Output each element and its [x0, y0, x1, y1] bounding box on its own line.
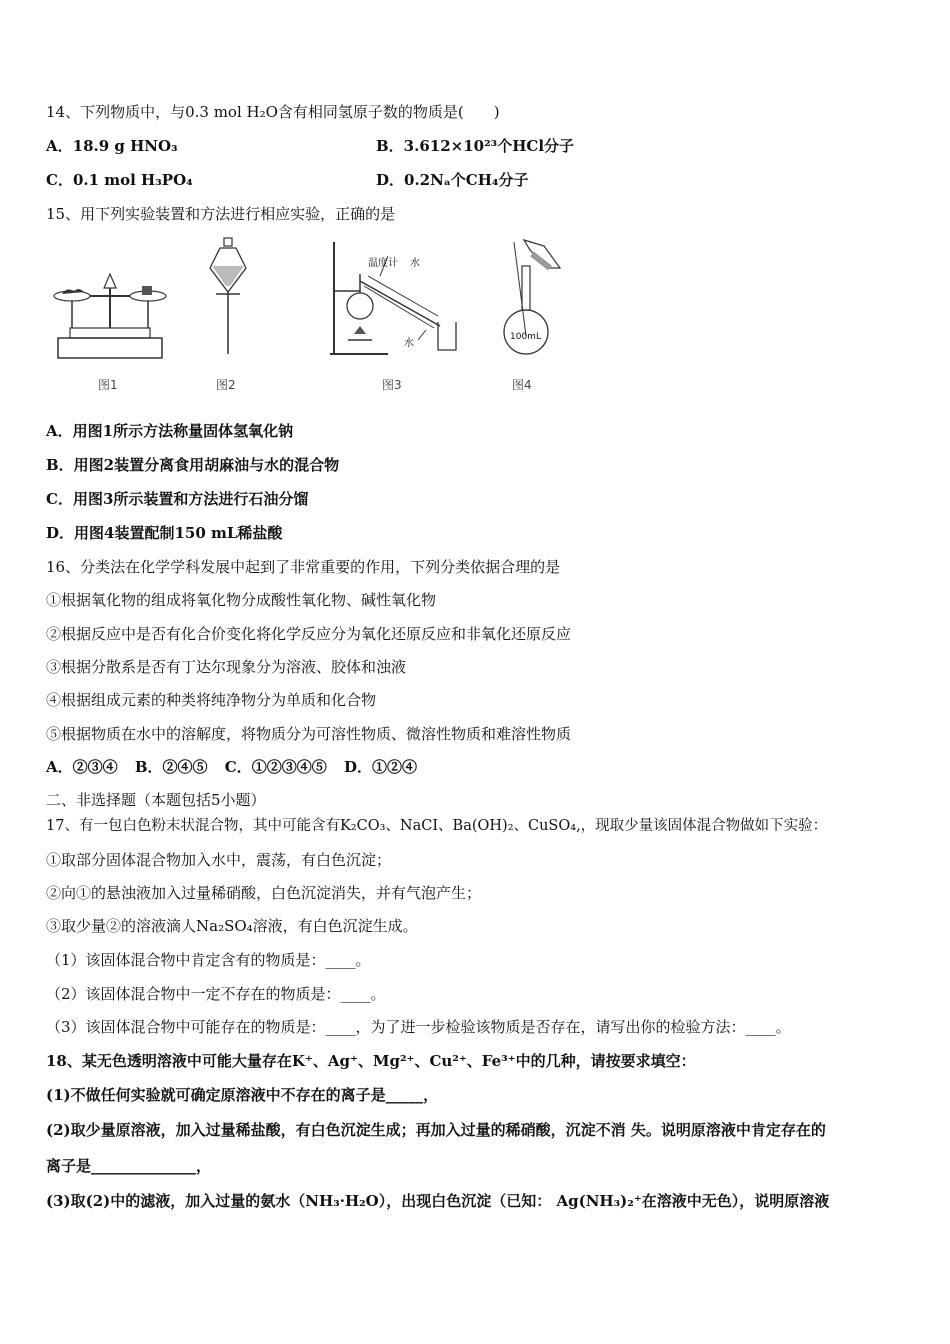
q14-option-b: B．3.612×10²³个HCl分子: [376, 137, 575, 155]
q17-step-1: ①取部分固体混合物加入水中，震荡，有白色沉淀；: [46, 851, 392, 869]
volumetric-flask-icon: [496, 236, 566, 361]
q16-item-5: ⑤根据物质在水中的溶解度，将物质分为可溶性物质、微溶性物质和难溶性物质: [46, 725, 572, 743]
water-out-label: 水: [404, 338, 414, 349]
q16-item-1: ①根据氧化物的组成将氧化物分成酸性氧化物、碱性氧化物: [46, 591, 437, 609]
flask-volume-label: 100mL: [510, 332, 541, 342]
distillation-apparatus-icon: [328, 236, 468, 361]
water-in-label: 水: [410, 258, 420, 269]
q16-item-3: ③根据分散系是否有丁达尔现象分为溶液、胶体和浊液: [46, 658, 407, 676]
q15-option-d: D．用图4装置配制150 mL稀盐酸: [46, 524, 283, 542]
q16-option-c: C．①②③④⑤: [224, 758, 327, 776]
figure-4-caption: 图4: [512, 378, 532, 392]
q18-stem: 18、某无色透明溶液中可能大量存在K⁺、Ag⁺、Mg²⁺、Cu²⁺、Fe³⁺中的几种，请按要求填空：: [46, 1052, 696, 1070]
q17-step-2: ②向①的悬浊液加入过量稀硝酸，白色沉淀消失，并有气泡产生；: [46, 884, 482, 902]
separatory-funnel-icon: [206, 236, 250, 361]
q16-stem: 16、分类法在化学学科发展中起到了非常重要的作用，下列分类依据合理的是: [46, 558, 561, 576]
q18-part-1: (1)不做任何实验就可确定原溶液中不存在的离子是_____，: [46, 1086, 439, 1104]
q15-option-a: A．用图1所示方法称量固体氢氧化钠: [46, 422, 294, 440]
q15-option-c: C．用图3所示装置和方法进行石油分馏: [46, 490, 309, 508]
q16-option-a: A．②③④: [46, 758, 118, 776]
q15-stem: 15、用下列实验装置和方法进行相应实验，正确的是: [46, 205, 396, 223]
section-heading: 二、非选择题（本题包括5小题）: [46, 791, 266, 809]
q14-option-c: C．0.1 mol H₃PO₄: [46, 171, 193, 189]
q17-step-3: ③取少量②的溶液滴人Na₂SO₄溶液，有白色沉淀生成。: [46, 917, 418, 935]
q16-option-d: D．①②④: [343, 758, 417, 776]
q18-part-2a: (2)取少量原溶液，加入过量稀盐酸，有白色沉淀生成；再加入过量的稀硝酸，沉淀不消 失。说明原溶液中肯定存在的: [46, 1121, 826, 1139]
q15-option-b: B．用图2装置分离食用胡麻油与水的混合物: [46, 456, 340, 474]
figure-1-caption: 图1: [98, 378, 118, 392]
q18-part-3: (3)取(2)中的滤液，加入过量的氨水（NH₃·H₂O），出现白色沉淀（已知： Ag(NH₃)₂⁺在溶液中无色），说明原溶液: [46, 1192, 830, 1210]
q16-option-b: B．②④⑤: [134, 758, 208, 776]
balance-icon: [50, 266, 170, 361]
q14-option-a: A．18.9 g HNO₃: [46, 137, 178, 155]
figure-3-caption: 图3: [382, 378, 402, 392]
q14-option-d: D．0.2Nₐ个CH₄分子: [376, 171, 529, 189]
q16-options: [46, 757, 429, 777]
q18-part-2b: 离子是______________，: [46, 1157, 212, 1175]
q15-figures: [46, 236, 586, 401]
q17-sub-3: （3）该固体混合物中可能存在的物质是：____，为了进一步检验该物质是否存在，请写出你的检验方法：____。: [46, 1018, 791, 1036]
q17-sub-2: （2）该固体混合物中一定不存在的物质是：____。: [46, 985, 386, 1003]
q17-stem: 17、有一包白色粉末状混合物，其中可能含有K₂CO₃、NaCI、Ba(OH)₂、CuSO₄,，现取少量该固体混合物做如下实验：: [46, 818, 828, 834]
q14-stem: 14、下列物质中，与0.3 mol H₂O含有相同氢原子数的物质是( ): [46, 103, 500, 121]
q16-item-2: ②根据反应中是否有化合价变化将化学反应分为氧化还原反应和非氧化还原反应: [46, 625, 572, 643]
figure-2-caption: 图2: [216, 378, 236, 392]
q16-item-4: ④根据组成元素的种类将纯净物分为单质和化合物: [46, 691, 377, 709]
q17-sub-1: （1）该固体混合物中肯定含有的物质是：____。: [46, 951, 371, 969]
thermometer-label: 温度计: [368, 258, 398, 269]
